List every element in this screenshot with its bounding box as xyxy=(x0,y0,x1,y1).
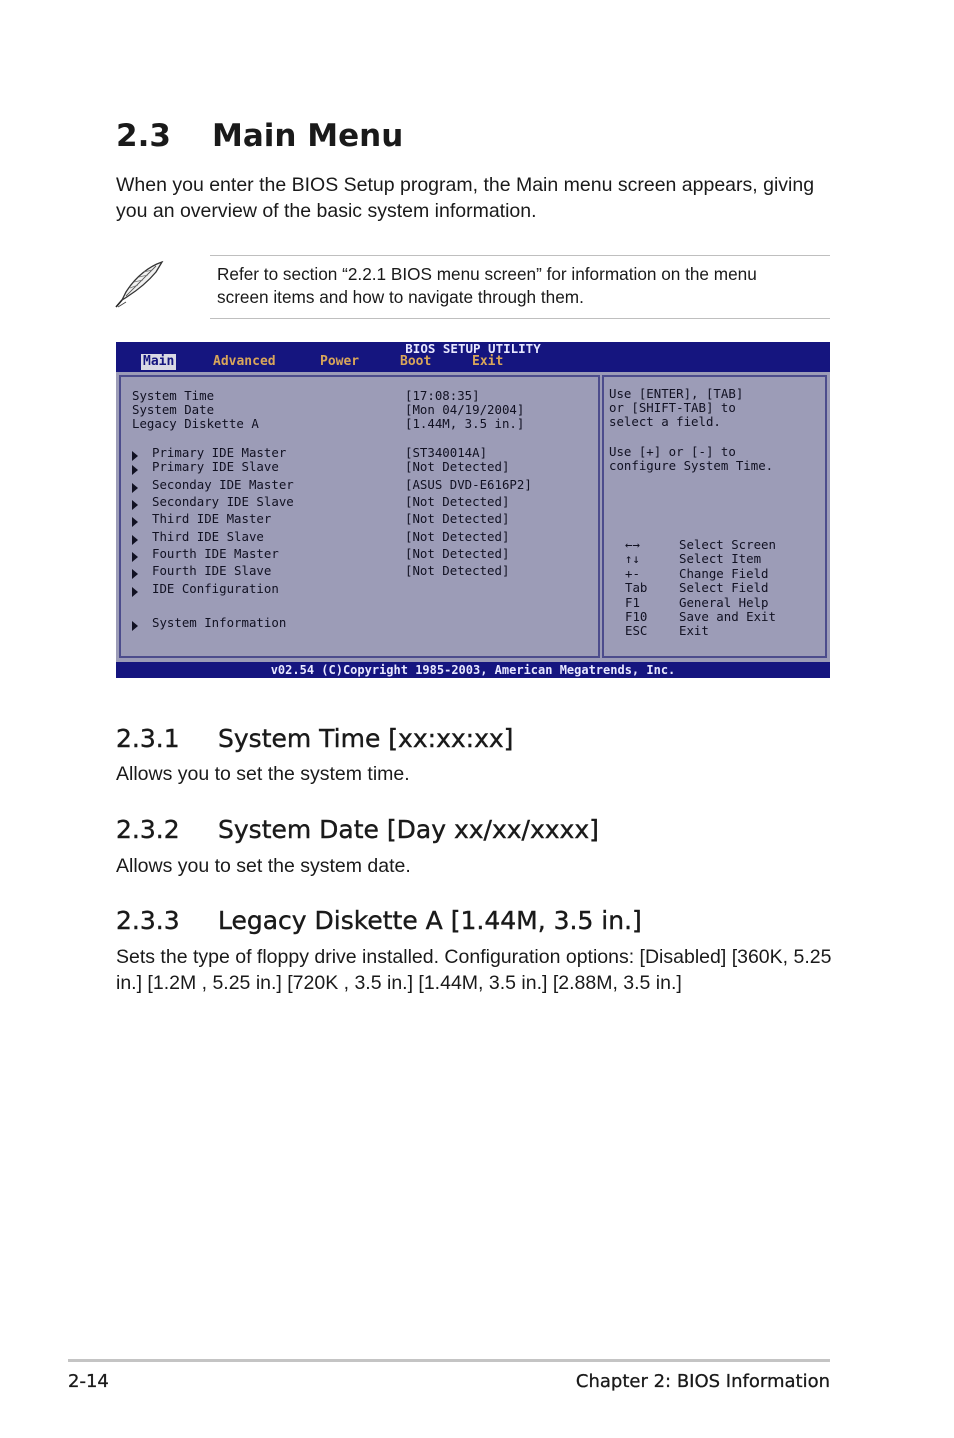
subsection-heading xyxy=(116,815,599,844)
bios-field-value[interactable]: [1.44M, 3.5 in.] xyxy=(405,416,525,431)
bios-submenu-item[interactable]: Third IDE Slave xyxy=(152,529,264,544)
subsection-heading xyxy=(116,724,513,753)
bios-submenu-value: [Not Detected] xyxy=(405,459,510,474)
bios-help-line: or [SHIFT-TAB] to xyxy=(609,400,736,415)
submenu-arrow-icon xyxy=(132,552,138,562)
bios-help-line: configure System Time. xyxy=(609,458,774,473)
note-line-1: Refer to section “2.2.1 BIOS menu screen” for information on the menu xyxy=(217,264,757,284)
bios-field-value[interactable]: [17:08:35] xyxy=(405,388,480,403)
submenu-arrow-icon xyxy=(132,451,138,461)
bios-tab-boot[interactable]: Boot xyxy=(400,354,432,369)
submenu-arrow-icon xyxy=(132,621,138,631)
bios-submenu-item[interactable]: Seconday IDE Master xyxy=(152,477,294,492)
footer-rule xyxy=(68,1359,830,1362)
note-quill-icon xyxy=(112,258,168,310)
subsection-title: System Time [xx:xx:xx] xyxy=(218,724,514,753)
bios-submenu-item[interactable]: Fourth IDE Slave xyxy=(152,563,272,578)
page-number: 2-14 xyxy=(68,1371,109,1392)
bios-submenu-value: [ST340014A] xyxy=(405,445,488,460)
note-box xyxy=(210,255,830,319)
subsection-number: 2.3.3 xyxy=(116,906,180,935)
bios-tab-advanced[interactable]: Advanced xyxy=(213,354,276,369)
bios-submenu-item[interactable]: Primary IDE Slave xyxy=(152,459,279,474)
subsection-body: Sets the type of floppy drive installed. Configuration options: [Disabled] [360K, 5.25 in.] [1.2M , 5.25 in.] [720K , 3.5 in.] [1.44M, 3.5 in.] [2.88M, 3.5 in.] xyxy=(116,946,832,994)
bios-submenu-item[interactable]: IDE Configuration xyxy=(152,581,279,596)
bios-field-value[interactable]: [Mon 04/19/2004] xyxy=(405,402,525,417)
submenu-arrow-icon xyxy=(132,465,138,475)
bios-key: F10 xyxy=(625,609,648,624)
submenu-arrow-icon xyxy=(132,517,138,527)
section-heading xyxy=(116,118,403,154)
bios-submenu-value: [ASUS DVD-E616P2] xyxy=(405,477,532,492)
bios-key: Tab xyxy=(625,580,648,595)
bios-key-action: Select Field xyxy=(679,580,769,595)
bios-submenu-value: [Not Detected] xyxy=(405,494,510,509)
bios-field-label[interactable]: System Time xyxy=(132,388,215,403)
submenu-arrow-icon xyxy=(132,569,138,579)
bios-submenu-value: [Not Detected] xyxy=(405,511,510,526)
note-line-2: screen items and how to navigate through them. xyxy=(217,287,584,307)
bios-help-line: select a field. xyxy=(609,414,721,429)
bios-menu-bar xyxy=(116,354,830,370)
subsection-body: Allows you to set the system time. xyxy=(116,763,410,785)
note-text xyxy=(217,263,829,309)
bios-submenu-item[interactable]: Fourth IDE Master xyxy=(152,546,279,561)
bios-top-bar xyxy=(116,342,830,372)
submenu-arrow-icon xyxy=(132,535,138,545)
bios-submenu-value: [Not Detected] xyxy=(405,546,510,561)
bios-key: F1 xyxy=(625,595,640,610)
subsection-heading xyxy=(116,906,642,935)
section-title: Main Menu xyxy=(212,118,404,154)
bios-screenshot xyxy=(116,342,830,678)
submenu-arrow-icon xyxy=(132,500,138,510)
arrows-left-right-icon: ←→ xyxy=(625,537,640,552)
bios-key-action: Exit xyxy=(679,623,709,638)
bios-bottom-bar xyxy=(116,662,830,678)
bios-submenu-item[interactable]: Primary IDE Master xyxy=(152,445,287,460)
submenu-arrow-icon xyxy=(132,587,138,597)
bios-tab-exit[interactable]: Exit xyxy=(472,354,504,369)
submenu-arrow-icon xyxy=(132,483,138,493)
bios-submenu-value: [Not Detected] xyxy=(405,529,510,544)
bios-submenu-item[interactable]: System Information xyxy=(152,615,287,630)
bios-key-action: Select Item xyxy=(679,551,762,566)
bios-submenu-item[interactable]: Third IDE Master xyxy=(152,511,272,526)
subsection-body: Allows you to set the system date. xyxy=(116,855,411,877)
arrows-up-down-icon: ↑↓ xyxy=(625,551,640,566)
bios-submenu-item[interactable]: Secondary IDE Slave xyxy=(152,494,294,509)
bios-key-action: Change Field xyxy=(679,566,769,581)
section-number: 2.3 xyxy=(116,118,171,154)
subsection-number: 2.3.1 xyxy=(116,724,180,753)
bios-title: BIOS SETUP UTILITY xyxy=(405,342,541,356)
subsection-title: Legacy Diskette A [1.44M, 3.5 in.] xyxy=(218,906,642,935)
bios-key-action: Save and Exit xyxy=(679,609,776,624)
bios-key-action: Select Screen xyxy=(679,537,776,552)
intro-paragraph: When you enter the BIOS Setup program, the Main menu screen appears, giving you an overview of the basic system information. xyxy=(116,174,815,222)
bios-key: ESC xyxy=(625,623,648,638)
bios-tab-main[interactable]: Main xyxy=(143,354,175,369)
bios-help-line: Use [+] or [-] to xyxy=(609,444,736,459)
bios-copyright: v02.54 (C)Copyright 1985-2003, American Megatrends, Inc. xyxy=(270,663,676,677)
bios-key-action: General Help xyxy=(679,595,769,610)
subsection-number: 2.3.2 xyxy=(116,815,180,844)
subsection-title: System Date [Day xx/xx/xxxx] xyxy=(218,815,599,844)
chapter-title: Chapter 2: BIOS Information xyxy=(575,1371,830,1392)
bios-help-line: Use [ENTER], [TAB] xyxy=(609,386,744,401)
bios-field-label[interactable]: Legacy Diskette A xyxy=(132,416,259,431)
bios-tab-power[interactable]: Power xyxy=(320,354,360,369)
bios-submenu-value: [Not Detected] xyxy=(405,563,510,578)
bios-field-label[interactable]: System Date xyxy=(132,402,215,417)
bios-key: +- xyxy=(625,566,640,581)
